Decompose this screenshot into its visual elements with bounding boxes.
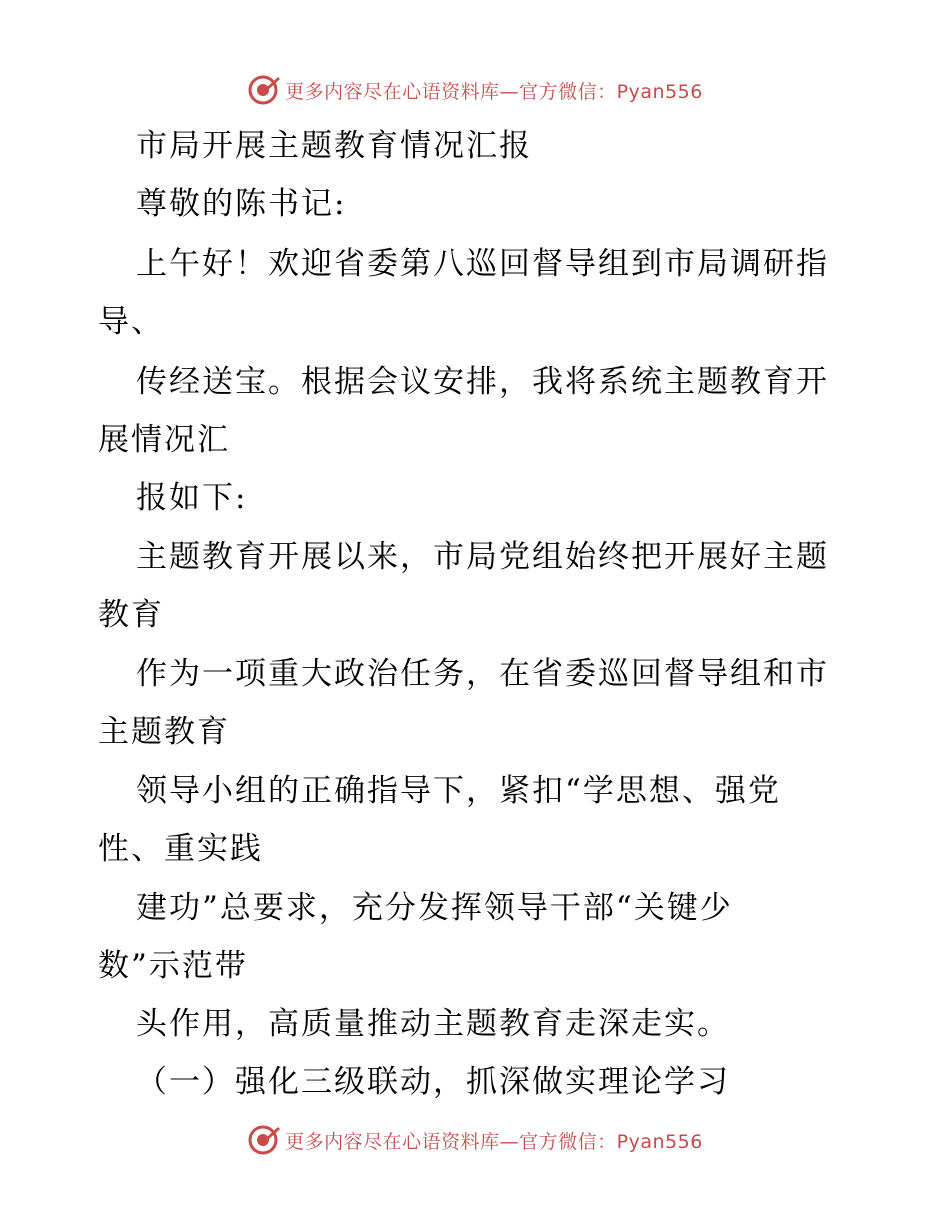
pen-logo-icon <box>247 1123 281 1157</box>
document-title: 市局开展主题教育情况汇报 <box>136 128 532 164</box>
watermark-text: 更多内容尽在心语资料库—官方微信：Pyan556 <box>285 1130 703 1153</box>
watermark-text: 更多内容尽在心语资料库—官方微信：Pyan556 <box>285 80 703 103</box>
text-line: 传经送宝。根据会议安排，我将系统主题教育开 <box>136 364 829 400</box>
text-line: 性、重实践 <box>98 831 263 867</box>
text-line: 头作用，高质量推动主题教育走深走实。 <box>136 1006 730 1042</box>
text-line: 作为一项重大政治任务，在省委巡回督导组和市 <box>136 656 829 692</box>
text-line: 数”示范带 <box>98 948 248 984</box>
text-line: 建功”总要求，充分发挥领导干部“关键少 <box>136 890 733 926</box>
pen-logo-icon <box>247 73 281 107</box>
text-line: 教育 <box>98 597 164 633</box>
text-line: 领导小组的正确指导下，紧扣“学思想、强党 <box>136 773 781 809</box>
text-line: 报如下: <box>136 480 248 516</box>
text-line: 展情况汇 <box>98 422 230 458</box>
text-line: 上午好！欢迎省委第八巡回督导组到市局调研指 <box>136 246 829 282</box>
footer-watermark <box>0 1120 950 1160</box>
text-line: 主题教育开展以来，市局党组始终把开展好主题 <box>136 539 829 575</box>
text-line: 导、 <box>98 304 164 340</box>
header-watermark <box>0 70 950 110</box>
section-heading: （一）强化三级联动，抓深做实理论学习 <box>136 1064 730 1100</box>
salutation: 尊敬的陈书记: <box>136 186 347 222</box>
text-line: 主题教育 <box>98 714 230 750</box>
